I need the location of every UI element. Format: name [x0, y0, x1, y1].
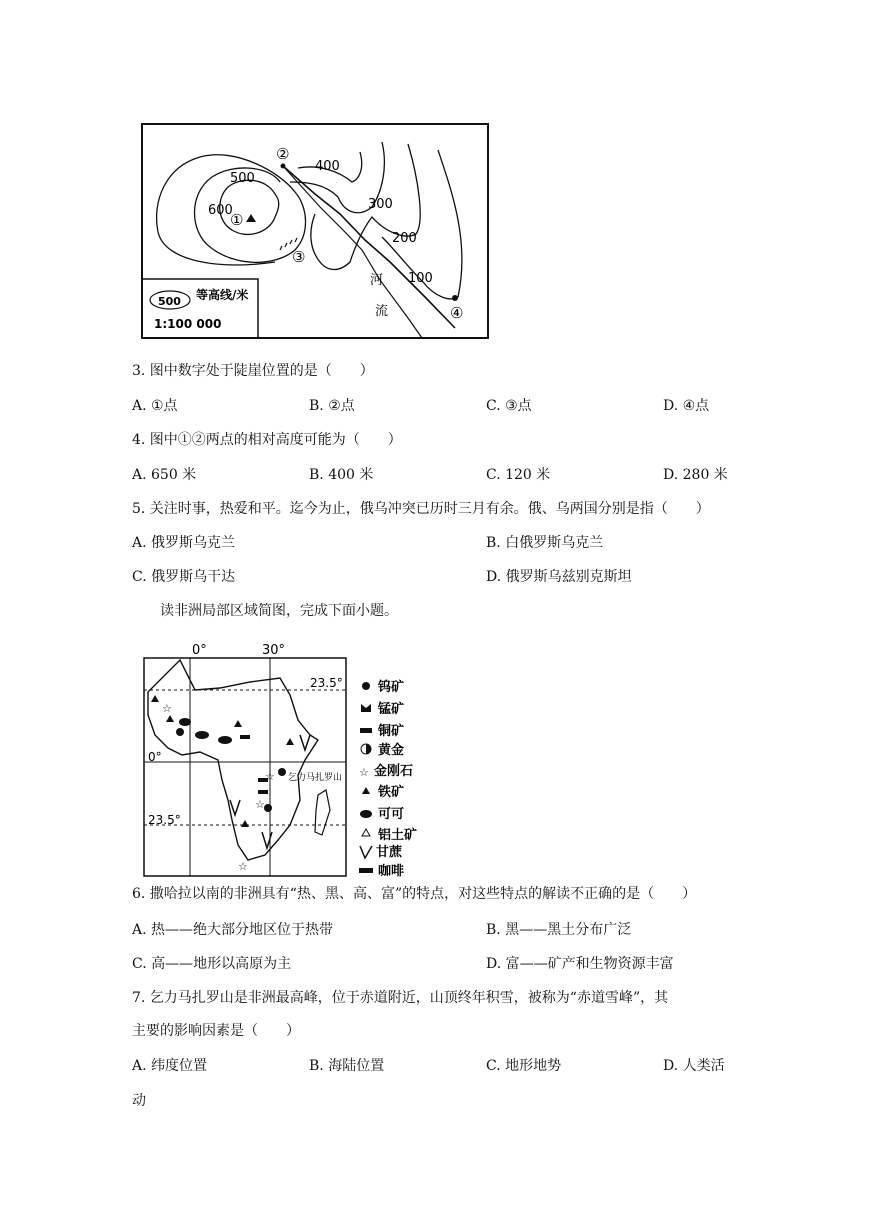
q6-option-a: A. 热——绝大部分地区位于热带 — [132, 922, 334, 938]
q6-option-b: B. 黑——黑土分布广泛 — [486, 922, 632, 938]
q5-option-d: D. 俄罗斯乌兹别克斯坦 — [486, 569, 632, 585]
contour-map-figure — [140, 122, 490, 340]
q3-stem: 3. 图中数字处于陡崖位置的是（ ） — [132, 363, 374, 379]
legend-cocoa: 可可 — [378, 807, 405, 822]
q7-option-d-wrap: 动 — [132, 1093, 146, 1109]
contour-400-label: 400 — [315, 159, 340, 174]
svg-text:☆: ☆ — [265, 770, 275, 783]
q4-option-a: A. 650 米 — [132, 467, 197, 483]
legend-copper: 铜矿 — [378, 724, 405, 739]
river-label-2: 流 — [375, 304, 389, 319]
legend-contour-text: 等高线/米 — [196, 288, 249, 302]
q7-option-b: B. 海陆位置 — [309, 1058, 385, 1074]
mountain-label: 乞力马扎罗山 — [288, 773, 343, 783]
contour-600-label: 600 — [208, 203, 233, 218]
legend-coffee: 咖啡 — [378, 864, 405, 878]
q7-stem-line1: 7. 乞力马扎罗山是非洲最高峰，位于赤道附近，山顶终年积雪，被称为“赤道雪峰”，其 — [132, 990, 669, 1006]
legend-sugarcane: 甘蔗 — [376, 845, 403, 860]
q3-option-d: D. ④点 — [663, 398, 710, 414]
q3-option-a: A. ①点 — [132, 398, 178, 414]
svg-text:☆: ☆ — [255, 798, 265, 811]
q7-option-a: A. 纬度位置 — [132, 1058, 208, 1074]
lon-label-0: 0° — [192, 643, 207, 658]
point-4-label: ④ — [450, 304, 464, 322]
q5-stem: 5. 关注时事，热爱和平。迄今为止，俄乌冲突已历时三月有余。俄、乌两国分别是指（ ） — [132, 501, 710, 517]
q4-stem: 4. 图中①②两点的相对高度可能为（ ） — [132, 432, 402, 448]
lon-label-30: 30° — [262, 643, 286, 658]
q5-option-a: A. 俄罗斯乌克兰 — [132, 535, 236, 551]
point-2-label: ② — [276, 145, 290, 163]
q5-option-b: B. 白俄罗斯乌克兰 — [486, 535, 604, 551]
africa-map — [140, 640, 420, 878]
svg-text:☆: ☆ — [359, 766, 369, 779]
legend-manganese: 锰矿 — [378, 702, 405, 717]
legend-bauxite: 铝土矿 — [378, 828, 418, 843]
legend-tungsten: 钨矿 — [378, 680, 405, 695]
lat-label-equator: 0° — [148, 750, 162, 764]
contour-map — [140, 122, 490, 340]
legend-gold: 黄金 — [378, 743, 405, 758]
contour-300-label: 300 — [368, 197, 393, 212]
point-1-label: ① — [230, 211, 244, 229]
q3-option-b: B. ②点 — [309, 398, 355, 414]
lat-label-north: 23.5° — [310, 676, 343, 690]
q6-stem: 6. 撒哈拉以南的非洲具有“热、黑、高、富”的特点，对这些特点的解读不正确的是（ ） — [132, 886, 697, 902]
section-intro: 读非洲局部区域简图，完成下面小题。 — [160, 603, 398, 619]
q7-option-c: C. 地形地势 — [486, 1058, 562, 1074]
point-3-label: ③ — [292, 248, 306, 266]
q3-option-c: C. ③点 — [486, 398, 532, 414]
contour-500-label: 500 — [230, 171, 255, 186]
q5-option-c: C. 俄罗斯乌干达 — [132, 569, 236, 585]
river-label-1: 河 — [370, 273, 384, 288]
svg-text:☆: ☆ — [162, 702, 172, 715]
africa-map-figure — [140, 640, 420, 878]
legend-iron: 铁矿 — [378, 785, 405, 800]
q4-option-b: B. 400 米 — [309, 467, 374, 483]
map-scale: 1:100 000 — [154, 317, 222, 331]
legend-diamond: 金刚石 — [374, 764, 414, 779]
q7-option-d: D. 人类活 — [663, 1058, 725, 1074]
lat-label-south: 23.5° — [148, 813, 181, 827]
q6-option-d: D. 富——矿产和生物资源丰富 — [486, 956, 674, 972]
q4-option-c: C. 120 米 — [486, 467, 551, 483]
q6-option-c: C. 高——地形以高原为主 — [132, 956, 292, 972]
q7-stem-line2: 主要的影响因素是（ ） — [132, 1023, 300, 1039]
q4-option-d: D. 280 米 — [663, 467, 728, 483]
contour-200-label: 200 — [392, 231, 417, 246]
legend-contour-value: 500 — [158, 295, 181, 308]
contour-100-label: 100 — [408, 271, 433, 286]
svg-text:☆: ☆ — [238, 860, 248, 873]
